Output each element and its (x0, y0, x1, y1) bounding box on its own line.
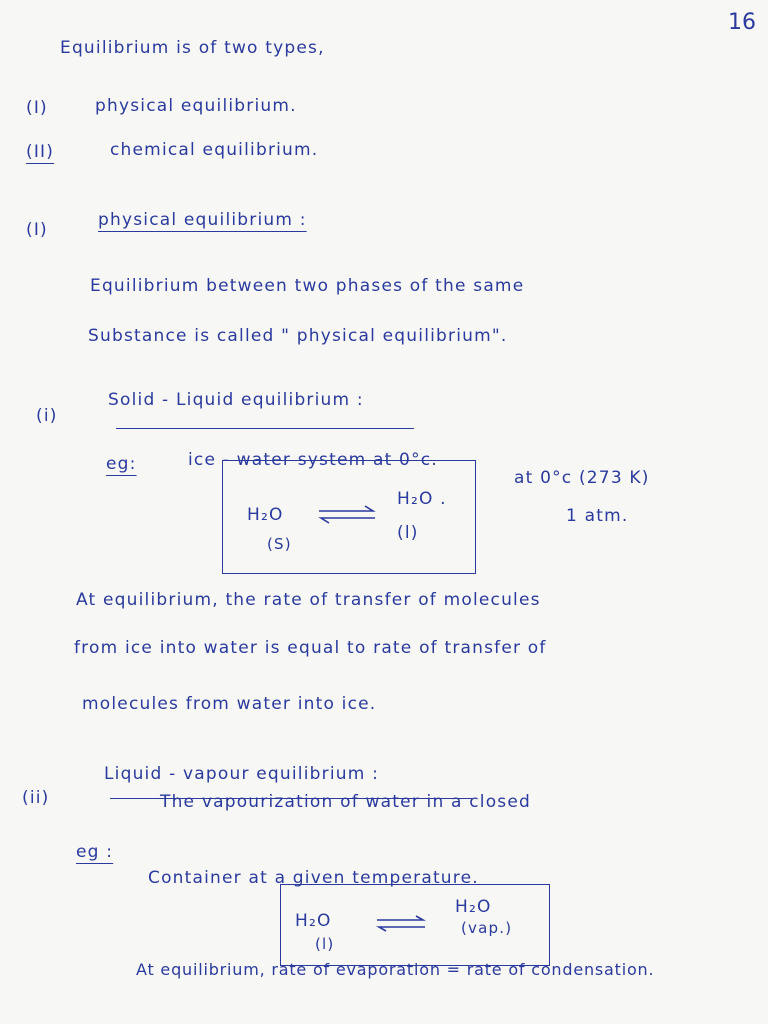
paragraph-1-line-2: from ice into water is equal to rate of transfer of (74, 638, 547, 658)
subsection-2-number: (ii) (22, 788, 50, 808)
page-number: 16 (728, 10, 756, 35)
example-2-label: eg : (76, 842, 114, 862)
equation-1-right-state: (l) (397, 523, 419, 543)
condition-temperature: at 0°c (273 K) (514, 468, 650, 488)
section-1-text-line-1: Equilibrium between two phases of the same (90, 276, 525, 296)
subsection-1-heading: Solid - Liquid equilibrium : (108, 390, 364, 410)
section-1-text-line-2: Substance is called " physical equilibrium". (88, 326, 508, 346)
equation-1-right: H₂O . (397, 489, 447, 509)
equation-2-left: H₂O (295, 911, 332, 931)
example-1-label: eg: (106, 454, 137, 474)
equation-1-box (222, 460, 476, 574)
condition-pressure: 1 atm. (566, 506, 629, 526)
example-2-line-1: The vapourization of water in a closed (160, 792, 532, 812)
type-2-label: chemical equilibrium. (110, 140, 319, 160)
section-1-heading: physical equilibrium : (98, 210, 307, 230)
intro-line: Equilibrium is of two types, (60, 38, 325, 58)
subsection-1-number: (i) (36, 406, 58, 426)
equation-2-left-state: (l) (315, 935, 335, 953)
paragraph-1-line-1: At equilibrium, the rate of transfer of molecules (76, 590, 541, 610)
type-1-label: physical equilibrium. (95, 96, 297, 116)
example-1-text: ice - water system at 0°c. (188, 450, 438, 470)
final-statement: At equilibrium, rate of evaporation = rate of condensation. (136, 960, 655, 979)
section-1-number: (I) (26, 220, 48, 240)
subsection-2-heading: Liquid - vapour equilibrium : (104, 764, 380, 784)
equation-2-right: H₂O (455, 897, 492, 917)
equation-2-right-state: (vap.) (461, 919, 513, 937)
equilibrium-arrows-icon (315, 505, 379, 525)
type-1-number: (I) (26, 98, 48, 118)
equilibrium-arrows-icon (373, 915, 429, 933)
type-2-number: (II) (26, 142, 55, 162)
example-2-line-2: Container at a given temperature. (148, 868, 479, 888)
subsection-1-underline (116, 428, 414, 429)
equation-1-left-state: (S) (267, 535, 292, 553)
equation-1-left: H₂O (247, 505, 284, 525)
paragraph-1-line-3: molecules from water into ice. (82, 694, 377, 714)
equation-2-box (280, 884, 550, 966)
